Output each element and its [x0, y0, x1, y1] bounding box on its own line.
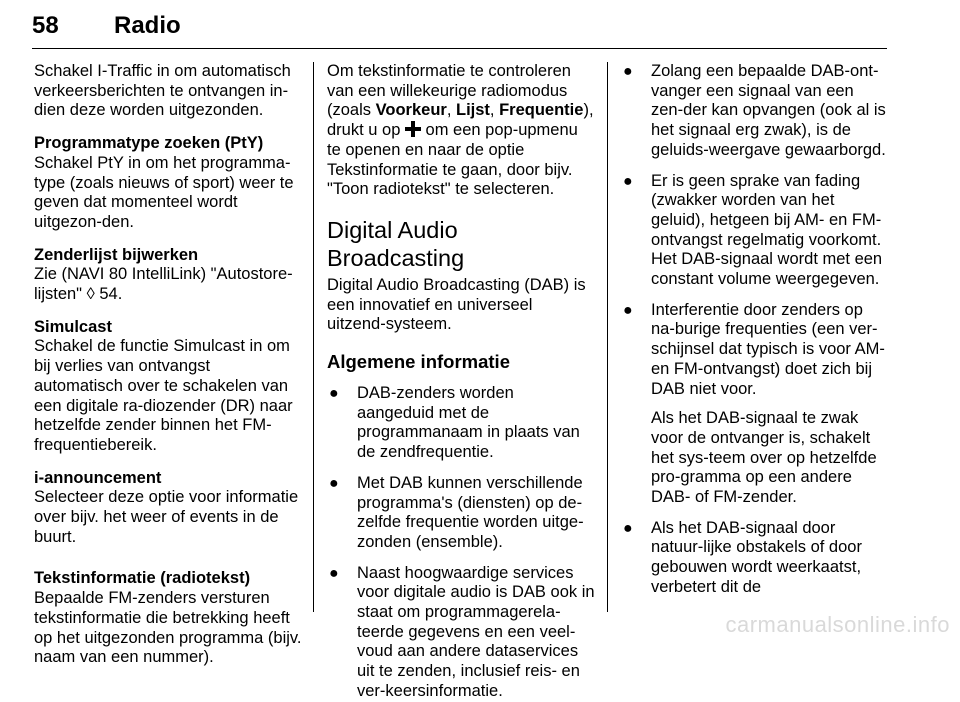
textinfo-paragraph: [327, 62, 595, 200]
watermark: carmanualsonline.info: [725, 612, 950, 637]
header-rule: [32, 48, 887, 49]
column-divider-1: [313, 62, 314, 612]
general-info-heading: Algemene informatie: [327, 351, 510, 373]
column-1: [34, 62, 302, 668]
simulcast-text: Schakel de functie Simulcast in om bij verlies van ontvangst automatisch over te schakelen van een digitale ra-diozender (DR) naar hetzelfde zender binnen het FM-frequentiebereik.: [34, 337, 293, 454]
page-number: 58: [32, 12, 59, 39]
mode-frequentie: Frequentie: [499, 101, 584, 120]
itraffic-paragraph: Schakel I-Traffic in om automatisch verkeersberichten te ontvangen in-dien deze worden uitgezonden.: [34, 62, 291, 120]
pty-section: [34, 134, 302, 233]
list-item-text: DAB-zenders worden aangeduid met de programmanaam in plaats van de zendfrequentie.: [357, 384, 580, 462]
plus-icon: [405, 121, 421, 137]
list-item: [621, 172, 889, 290]
pty-title: Programmatype zoeken (PtY): [34, 134, 264, 153]
list-item: [327, 474, 595, 553]
simulcast-title: Simulcast: [34, 317, 112, 336]
textinfo-part-a: Om tekstinformatie te controleren van een willekeurige radiomodus (zoals: [327, 62, 571, 120]
list-item: [621, 62, 889, 161]
simulcast-section: [34, 318, 302, 456]
bullet-icon: ●: [329, 474, 339, 492]
list-item: [327, 564, 595, 702]
page-header: [32, 8, 887, 48]
chapter-title: Radio: [114, 12, 181, 39]
textinfo-sep-2: ,: [489, 101, 500, 120]
pty-text: Schakel PtY in om het programma-type (zoals nieuws of sport) weer te geven dat momenteel wordt uitgezon-den.: [34, 153, 294, 231]
textinfo-sep-1: ,: [446, 101, 456, 120]
bullet-icon: ●: [623, 172, 633, 190]
radiotext-title: Tekstinformatie (radiotekst): [34, 569, 251, 588]
radiotext-text: Bepaalde FM-zenders versturen tekstinformatie die betrekking heeft op het uitgezonden programma (bijv. naam van een nummer).: [34, 589, 302, 667]
list-item-text: Er is geen sprake van fading (zwakker worden van het geluid), hetgeen bij AM- en FM-ontvangst regelmatig voorkomt. Het DAB-signaal wordt met een constant volume weergegeven.: [651, 171, 883, 289]
bullet-icon: ●: [623, 519, 633, 537]
column-2: [327, 62, 595, 702]
column-divider-2: [607, 62, 608, 612]
list-item-text: Zolang een bepaalde DAB-ont-vanger een signaal van een zen-der kan opvangen (ook al is het signaal erg zwak), is de geluids-weergave gewaarborgd.: [651, 62, 886, 159]
list-item-continuation: Als het DAB-signaal te zwak voor de ontvanger is, schakelt het sys-teem over op hetzelfde pro-gramma op een andere DAB- of FM-zender.: [651, 409, 877, 507]
radiotext-section: [34, 569, 302, 668]
list-item: [621, 301, 889, 400]
station-list-section: [34, 246, 302, 305]
textinfo-part-b: ), drukt u op: [327, 101, 594, 140]
mode-lijst: Lijst: [456, 101, 490, 120]
mode-voorkeur: Voorkeur: [375, 101, 447, 120]
station-list-text: Zie (NAVI 80 IntelliLink) "Autostore-lijsten" ◊ 54.: [34, 265, 293, 304]
bullet-icon: ●: [329, 564, 339, 582]
list-item: [327, 384, 595, 463]
list-item-text: Naast hoogwaardige services voor digitale audio is DAB ook in staat om programmagerela-teerde gegevens en een veel-voud aan andere dataservices uit te zenden, inclusief reis- en ver-keersinformatie.: [357, 563, 595, 700]
list-item: [621, 519, 889, 598]
list-item-text: Als het DAB-signaal door natuur-lijke obstakels of door gebouwen wordt weerkaatst, verbetert dit de: [651, 518, 862, 596]
textinfo-part-c: om een pop-upmenu te openen en naar de optie Tekstinformatie te gaan, door bijv. "Toon radiotekst" te selecteren.: [327, 121, 578, 199]
list-item-text: Interferentie door zenders op na-burige frequenties (een ver-schijnsel dat typisch is voor AM-en FM-ontvangst) doet zich bij DAB niet voor.: [651, 300, 885, 398]
bullet-icon: ●: [623, 63, 633, 80]
list-item-text: Met DAB kunnen verschillende programma's (diensten) op de-zelfde frequentie worden uitge-zonden (ensemble).: [357, 473, 584, 551]
announcement-section: [34, 469, 302, 548]
dab-intro: Digital Audio Broadcasting (DAB) is een innovatief en universeel uitzend-systeem.: [327, 275, 586, 334]
bullet-icon: ●: [623, 301, 633, 319]
announcement-text: Selecteer deze optie voor informatie over bijv. het weer of events in de buurt.: [34, 488, 299, 546]
column-3: [621, 62, 889, 598]
station-list-title: Zenderlijst bijwerken: [34, 245, 199, 264]
announcement-title: i-announcement: [34, 468, 162, 487]
bullet-icon: ●: [329, 385, 339, 403]
dab-heading: Digital Audio Broadcasting: [327, 216, 465, 271]
